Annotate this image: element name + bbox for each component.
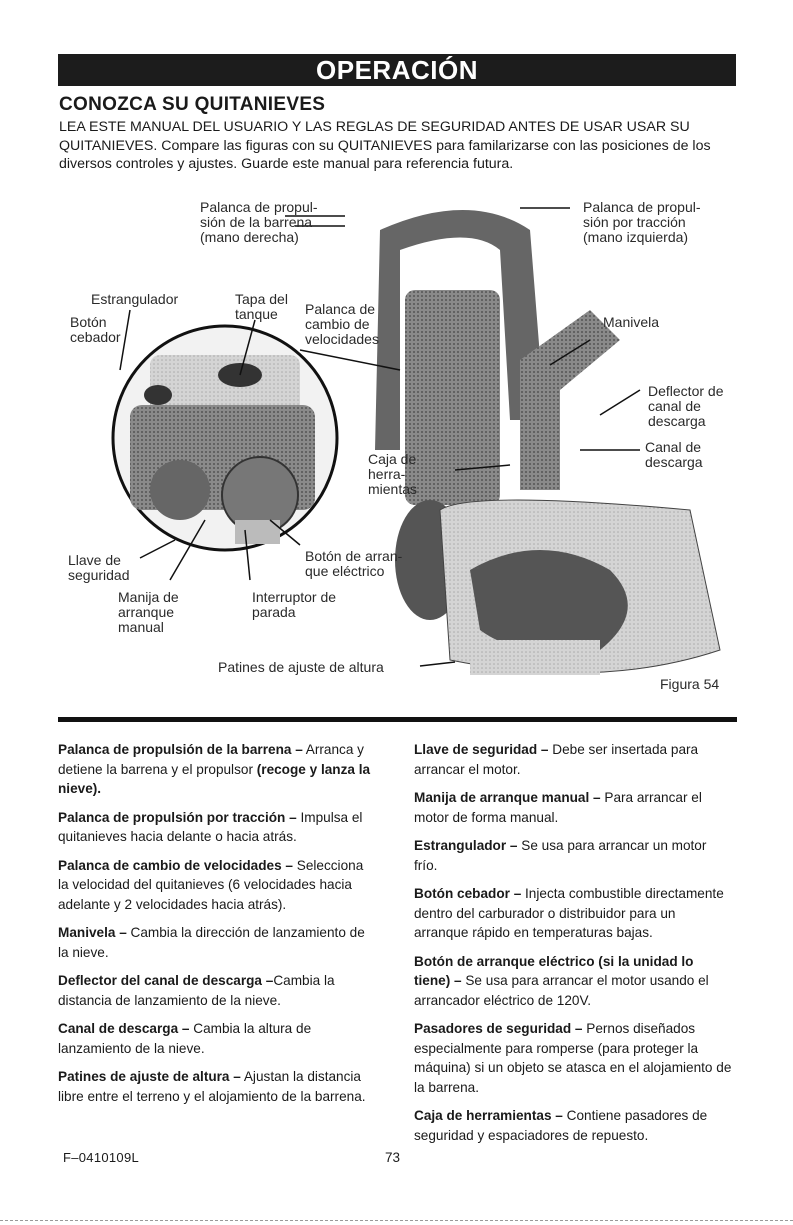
page-number: 73 [385,1150,401,1165]
label-palanca-barrena: Palanca de propul- sión de la barrena (mano derecha) [200,199,318,245]
desc-item: Botón de arranque eléctrico (si la unidad lo tiene) – Se usa para arrancar el motor usando el arrancador eléctrico de 120V. [414,953,709,1008]
desc-item: Deflector del canal de descarga –Cambia la distancia de lanzamiento de la nieve. [58,973,335,1008]
label-canal: Canal de descarga [645,439,703,470]
descriptions-left [58,740,376,1115]
intro-paragraph: LEA ESTE MANUAL DEL USUARIO Y LAS REGLAS DE SEGURIDAD ANTES DE USAR USAR SU QUITANIEVES. Compare las figuras con su QUITANIEVES para familarizarse con las posiciones de los diversos controles y ajustes. Guarde este manual para referencia futura. [59,119,711,172]
label-boton-cebador: Botón cebador [70,314,121,345]
desc-item: Palanca de cambio de velocidades – Selecciona la velocidad del quitanieves (6 velocidades hacia adelante y 2 velocidades hacia atrás). [58,857,364,912]
label-manivela: Manivela [603,314,660,330]
figure-caption: Figura 54 [660,676,720,692]
label-palanca-traccion: Palanca de propul- sión por tracción (mano izquierda) [583,199,701,245]
desc-item: Patines de ajuste de altura – Ajustan la distancia libre entre el terreno y el alojamiento de la barrena. [58,1069,366,1104]
label-caja: Caja de herra- mientas [368,451,418,497]
label-patines: Patines de ajuste de altura [218,659,384,675]
engine-detail-circle [113,326,337,550]
page-edge [0,1220,793,1221]
label-palanca-cambio: Palanca de cambio de velocidades [305,301,379,347]
desc-item: Palanca de propulsión por tracción – Impulsa el quitanieves hacia delante o hacia atrás. [58,809,363,844]
label-boton-arranque: Botón de arran- que eléctrico [305,548,403,579]
label-interruptor: Interruptor de parada [252,589,337,620]
desc-item: Manivela – Cambia la dirección de lanzamiento de la nieve. [58,925,365,960]
desc-item: Pasadores de seguridad – Pernos diseñados especialmente para romperse (para proteger la máquina) si un objeto se atasca en el alojamiento de la barrena. [414,1021,732,1095]
desc-item: Manija de arranque manual – Para arrancar el motor de forma manual. [414,790,702,825]
label-tapa-tanque: Tapa del tanque [235,291,288,322]
page-title: CONOZCA SU QUITANIEVES [59,94,326,115]
label-deflector: Deflector de canal de descarga [648,383,724,429]
desc-item: Estrangulador – Se usa para arrancar un motor frío. [414,838,707,873]
section-banner: OPERACIÓN [58,54,736,86]
desc-item: Botón cebador – Injecta combustible directamente dentro del carburador o distribuidor para un arranque rápido en temperaturas bajas. [414,886,724,940]
desc-item: Caja de herramientas – Contiene pasadores de seguridad y espaciadores de repuesto. [414,1108,708,1143]
document-code: F–0410109L [63,1150,140,1165]
divider [58,717,737,722]
label-manija: Manija de arranque manual [118,589,179,635]
descriptions-right [414,740,732,1154]
desc-item: Llave de seguridad – Debe ser insertada para arrancar el motor. [414,742,699,777]
label-estrangulador: Estrangulador [91,291,179,307]
desc-item: Canal de descarga – Cambia la altura de lanzamiento de la nieve. [58,1021,312,1056]
desc-item: Palanca de propulsión de la barrena – Arranca y detiene la barrena y el propulsor (recoge y lanza la nieve). [58,742,371,796]
label-llave: Llave de seguridad [68,552,130,583]
